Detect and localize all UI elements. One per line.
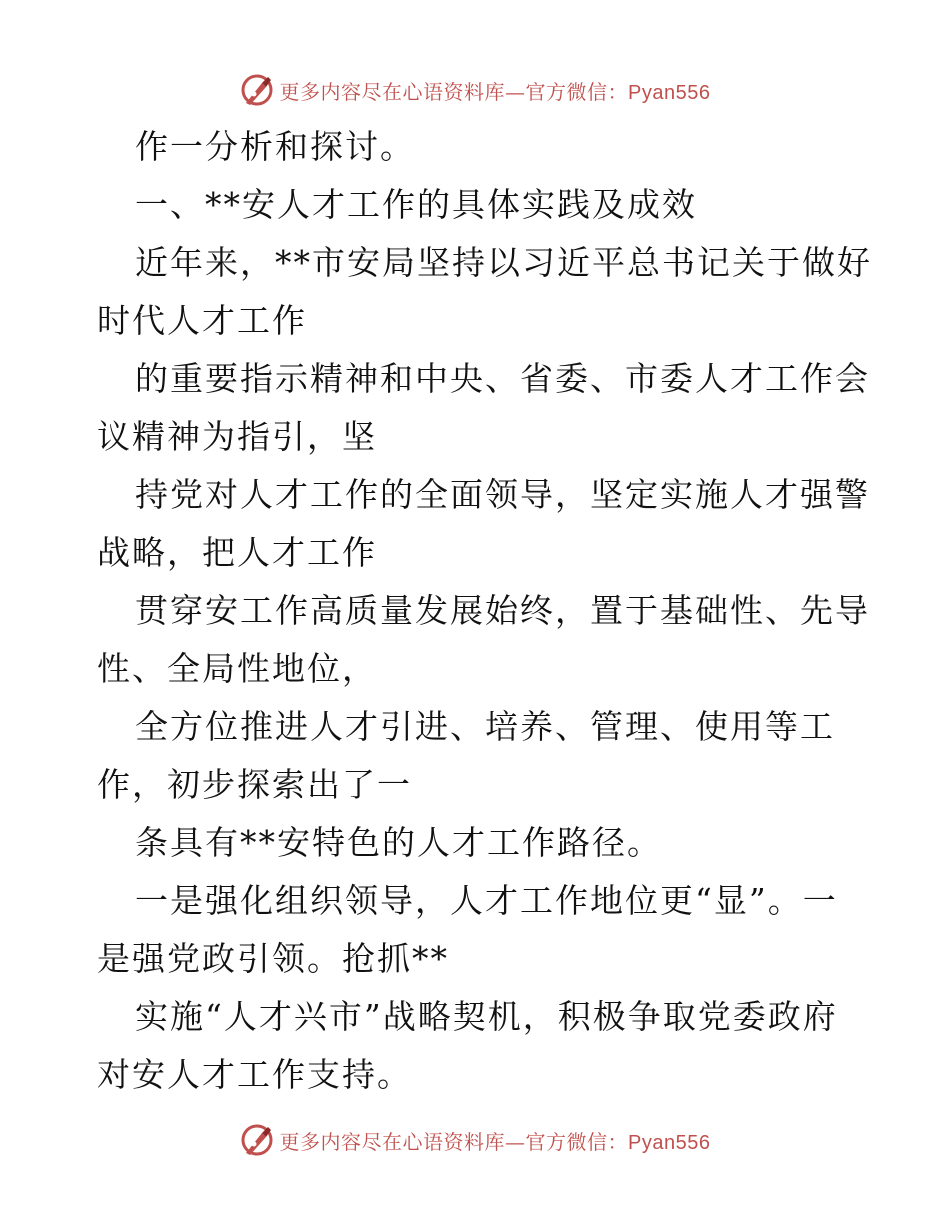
watermark-separator: —	[505, 1129, 526, 1154]
text-line: 一是强化组织领导，人才工作地位更“显”。一	[135, 881, 838, 920]
text-line: 持党对人才工作的全面领导，坚定实施人才强警	[135, 475, 870, 514]
text-line: 时代人才工作	[97, 301, 307, 340]
section-heading: 一、**安人才工作的具体实践及成效	[135, 185, 697, 224]
text-line: 实施“人才兴市”战略契机，积极争取党委政府	[135, 997, 838, 1036]
text-line: 作，初步探索出了一	[97, 765, 412, 804]
pen-logo-icon	[240, 73, 274, 107]
text-line: 的重要指示精神和中央、省委、市委人才工作会	[135, 359, 870, 398]
text-line: 全方位推进人才引进、培养、管理、使用等工	[135, 707, 835, 746]
watermark-wechat: 官方微信：Pyan556	[525, 1131, 711, 1154]
text-line: 性、全局性地位，	[97, 649, 377, 688]
text-line: 作一分析和探讨。	[135, 127, 415, 166]
watermark-separator: —	[505, 79, 526, 104]
watermark-text: 更多内容尽在心语资料库	[279, 1129, 506, 1154]
watermark-text: 更多内容尽在心语资料库	[279, 79, 506, 104]
footer-watermark	[0, 1120, 950, 1160]
text-line: 议精神为指引，坚	[97, 417, 377, 456]
header-watermark	[0, 70, 950, 110]
text-line: 是强党政引领。抢抓**	[97, 939, 449, 978]
text-line: 条具有**安特色的人才工作路径。	[135, 823, 662, 862]
watermark-wechat: 官方微信：Pyan556	[525, 81, 711, 104]
pen-logo-icon	[240, 1123, 274, 1157]
text-line: 战略，把人才工作	[97, 533, 377, 572]
text-line: 贯穿安工作高质量发展始终，置于基础性、先导	[135, 591, 870, 630]
text-line: 近年来，**市安局坚持以习近平总书记关于做好	[135, 243, 872, 282]
text-line: 对安人才工作支持。	[97, 1055, 412, 1094]
